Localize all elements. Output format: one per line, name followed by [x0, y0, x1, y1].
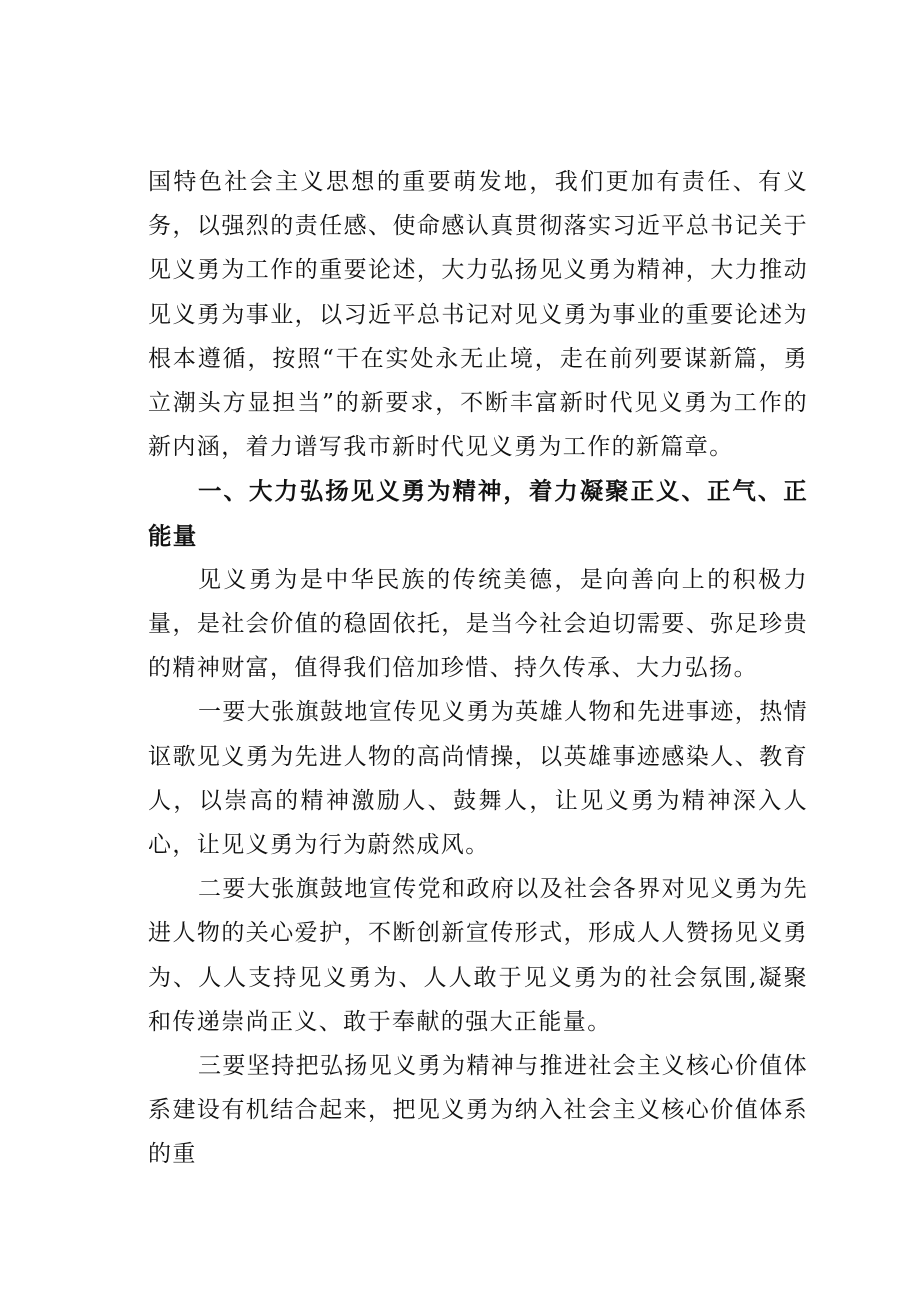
paragraph-point-3: 三要坚持把弘扬见义勇为精神与推进社会主义核心价值体系建设有机结合起来，把见义勇为纳入社会主义核心价值体系的重 — [148, 1053, 808, 1168]
paragraph-point-2: 二要大张旗鼓地宣传党和政府以及社会各界对见义勇为先进人物的关心爱护，不断创新宣传形式，形成人人赞扬见义勇为、人人支持见义勇为、人人敢于见义勇为的社会氛围,凝聚和传递崇尚正义、敢于奉献的强大正能量。 — [148, 876, 808, 1035]
paragraph-point-1: 一要大张旗鼓地宣传见义勇为英雄人物和先进事迹，热情讴歌见义勇为先进人物的高尚情操，以英雄事迹感染人、教育人，以崇高的精神激励人、鼓舞人，让见义勇为精神深入人心，让见义勇为行为蔚然成风。 — [148, 699, 808, 859]
document-body — [148, 160, 808, 1177]
paragraph-continuation: 国特色社会主义思想的重要萌发地，我们更加有责任、有义务，以强烈的责任感、使命感认真贯彻落实习近平总书记关于见义勇为工作的重要论述，大力弘扬见义勇为精神，大力推动见义勇为事业，以习近平总书记对见义勇为事业的重要论述为根本遵循，按照“干在实处永无止境，走在前列要谋新篇，勇立潮头方显担当”的新要求，不断丰富新时代见义勇为工作的新内涵，着力谱写我市新时代见义勇为工作的新篇章。 — [148, 169, 808, 461]
section-heading-1: 一、大力弘扬见义勇为精神，着力凝聚正义、正气、正能量 — [148, 477, 808, 550]
paragraph-intro: 见义勇为是中华民族的传统美德，是向善向上的积极力量，是社会价值的稳固依托，是当今社会迫切需要、弥足珍贵的精神财富，值得我们倍加珍惜、持久传承、大力弘扬。 — [148, 566, 808, 682]
